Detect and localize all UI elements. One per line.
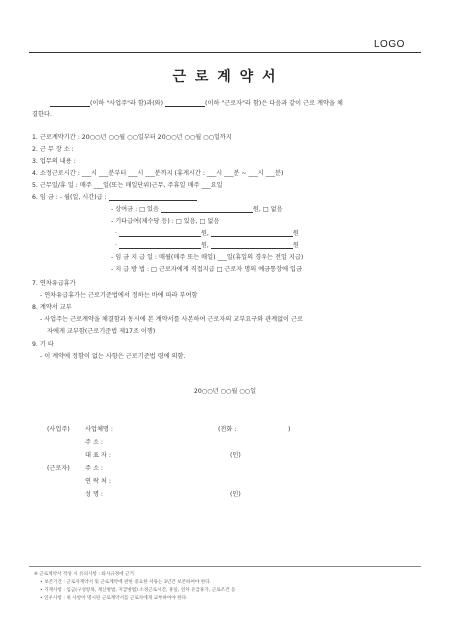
- item-annual-leave: 7. 연차유급휴가: [32, 280, 76, 287]
- allowance-blank-1[interactable]: [119, 230, 201, 237]
- header-rule: [29, 52, 421, 53]
- other-detail: - 이 계약에 정함이 없는 사항은 근로기준법 령에 의함.: [40, 353, 186, 360]
- allowance-blank-4[interactable]: [211, 242, 293, 249]
- annual-leave-detail: - 연차유급휴가는 근로기준법에서 정하는 바에 따라 부여함: [40, 292, 198, 299]
- employee-name-label: 성 명 :: [85, 491, 103, 498]
- item-contract-delivery: 8. 계약서 교부: [32, 304, 72, 311]
- footnote-heading: ※ 근로계약서 작성 시 유의사항 : 와사규정에 근거: [34, 572, 134, 577]
- item-job-description: 3. 업무의 내용 :: [32, 158, 76, 165]
- employee-seal: (인): [230, 491, 241, 498]
- intro-line-2: 결한다.: [32, 111, 52, 118]
- document-title: 근 로 계 약 서: [172, 69, 278, 85]
- contract-delivery-detail-2: 자에게 교부함(근로기준법 제17조 이행): [47, 328, 156, 335]
- footnote-bullet-1: • 보존기간 : 근로자계약서 및 근로계약에 관한 중요한 서류는 3년간 보존하여야 한다.: [40, 580, 212, 585]
- allowance-blank-3[interactable]: [119, 242, 201, 249]
- footnote-bullet-2: • 기재사항 : 임금(구성항목, 계산방법, 지급방법) 소정근로시간, 휴일, 연차 유급휴가, 근로조건 등: [40, 588, 236, 593]
- allowance-row-1: · 원, 원: [115, 230, 299, 237]
- footnote-rule: [29, 566, 421, 567]
- employer-address-label: 주 소 :: [85, 439, 103, 446]
- bonus-amount-blank[interactable]: [161, 206, 253, 213]
- allowance-blank-2[interactable]: [211, 230, 293, 237]
- employee-label: (근로자): [47, 465, 70, 472]
- item-other: 9. 기 타: [32, 341, 54, 348]
- item-workplace: 2. 근 무 장 소 :: [32, 146, 74, 153]
- wage-payment-date: - 임 금 지 급 일 : 매월(매주 또는 매일) ___일(휴일의 경우는 전일 지급): [111, 254, 304, 261]
- representative-label: 대 표 자 :: [85, 452, 111, 459]
- company-name-label: 사업체명 :: [85, 426, 113, 433]
- phone-close: ): [288, 426, 291, 433]
- item-wage: 6. 임 금 : - 월(일, 시간)급 :: [32, 194, 197, 201]
- phone-label: (전화 :: [218, 426, 237, 433]
- wage-amount-blank[interactable]: [109, 194, 197, 201]
- footnote-bullet-3: • 인우사항 : 위 사항이 명시된 근로계약서를 근로자에게 교부하여야 한다.: [40, 596, 188, 601]
- contact-label: 연 락 처 :: [85, 478, 111, 485]
- contract-date: 20○○년 ○○월 ○○일: [193, 388, 257, 395]
- employer-name-blank[interactable]: [50, 100, 90, 107]
- employee-name-blank[interactable]: [165, 100, 205, 107]
- intro-line-1: (이하 "사업주"라 함)과(와) (이하 "근로자"라 함)은 다음과 같이 근로 계약을 체: [50, 100, 343, 107]
- wage-payment-method: - 지 급 방 법 : □ 근로자에게 직접지급 □ 근로자 명의 예금통장에 입금: [111, 266, 303, 273]
- item-workdays-holidays: 5. 근무일/휴 일 : 매주 ___일(또는 매일단위)근무, 주휴일 매주 ___요일: [32, 182, 223, 189]
- employee-address-label: 주 소 :: [85, 465, 103, 472]
- item-working-hours: 4. 소정근로시간 : ___시 ___분부터 ___시 ___분까지 (휴게시간 : ___시 ___분 ~ ___시 ___분): [32, 170, 284, 177]
- wage-other-allowances: - 기타급여(제수당 등) : □ 있음, □ 없음: [111, 218, 220, 225]
- employer-label: (사업주): [47, 426, 70, 433]
- contract-delivery-detail-1: - 사업주는 근로계약을 체결함과 동시에 본 계약서를 사본하여 근로자의 교부요구와 관계없이 근로: [40, 316, 303, 323]
- logo-text: LOGO: [374, 39, 405, 50]
- employer-seal: (인): [230, 452, 241, 459]
- item-contract-period: 1. 근로계약기간 : 20○○년 ○○월 ○○일부터 20○○년 ○○월 ○○일까지: [32, 134, 232, 141]
- wage-bonus: - 상여금 : □ 있음 원, □ 없음: [111, 206, 283, 213]
- allowance-row-2: · 원, 원: [115, 242, 299, 249]
